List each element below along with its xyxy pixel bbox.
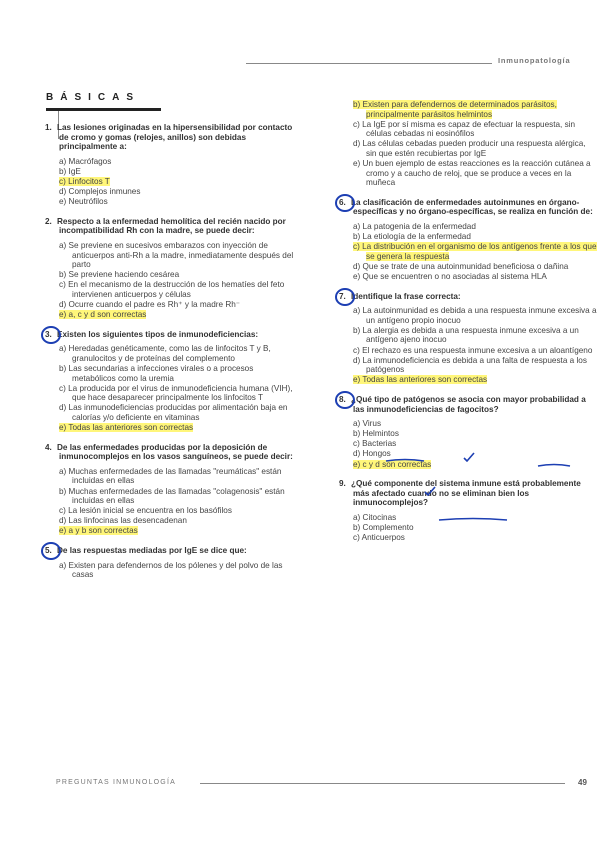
answer-option-text: b) Muchas enfermedades de las llamadas "colagenosis" están incluidas en ellas bbox=[59, 486, 285, 506]
question-number: 4. bbox=[45, 442, 52, 452]
answer-option bbox=[353, 375, 598, 385]
answer-option bbox=[59, 157, 299, 167]
section-rule bbox=[46, 108, 161, 111]
answer-option bbox=[353, 262, 598, 272]
answer-option bbox=[353, 346, 598, 356]
question-text: De las respuestas mediadas por IgE se dice que: bbox=[57, 545, 247, 555]
pen-circle-mark bbox=[41, 542, 61, 560]
question-stem bbox=[45, 545, 299, 556]
underline-mark bbox=[438, 517, 508, 523]
answer-option bbox=[59, 423, 299, 433]
answer-option-text: b) Complemento bbox=[353, 522, 414, 532]
answer-option bbox=[59, 506, 299, 516]
question-text: ¿Qué componente del sistema inmune está probablemente más afectado cuando no se eliminan bien los inmunocomplejos? bbox=[351, 479, 581, 508]
answer-option bbox=[59, 280, 299, 299]
answer-option-text: d) Ocurre cuando el padre es Rh⁺ y la madre Rh⁻ bbox=[59, 300, 241, 309]
answer-option-text: a) Heredadas genéticamente, como las de linfocitos T y B, granulocitos y de proteínas del complemento bbox=[59, 344, 271, 363]
question-3 bbox=[45, 329, 299, 433]
question-stem bbox=[45, 216, 299, 236]
answer-option-text: c) El rechazo es una respuesta inmune excesiva a un aloantígeno bbox=[353, 345, 593, 355]
answer-option bbox=[353, 120, 598, 139]
answer-option-text: c) Linfocitos T bbox=[59, 176, 110, 186]
pen-circle-mark bbox=[335, 194, 355, 212]
answer-option bbox=[59, 467, 299, 486]
answer-option-text: e) Neutrófilos bbox=[59, 197, 108, 207]
question-text: Respecto a la enfermedad hemolítica del recién nacido por incompatibilidad Rh con la madre, se puede decir: bbox=[57, 216, 286, 236]
answer-option-text: e) c y d son correctas bbox=[353, 459, 432, 469]
question-5 bbox=[45, 545, 299, 580]
answer-option bbox=[353, 232, 598, 242]
pen-circle-mark bbox=[335, 391, 355, 409]
answer-option bbox=[353, 523, 598, 533]
question-text: Las lesiones originadas en la hipersensibilidad por contacto de cromo y gomas (relojes, anillos) son debidas principalmente a: bbox=[57, 123, 293, 152]
answer-option bbox=[59, 167, 299, 177]
answer-option bbox=[59, 526, 299, 536]
question-number: 9. bbox=[339, 479, 346, 489]
answer-option-text: c) Bacterias bbox=[353, 439, 397, 449]
answer-option-text: b) Se previene haciendo cesárea bbox=[59, 270, 180, 280]
question-number: 7. bbox=[339, 291, 346, 301]
answer-option bbox=[353, 306, 598, 325]
answer-option-text: a) Existen para defendernos de los pólenes y del polvo de las casas bbox=[59, 560, 283, 580]
answer-option-text: a) Virus bbox=[353, 419, 382, 429]
question-number: 3. bbox=[45, 329, 52, 339]
answer-option-text: a) La patogenia de la enfermedad bbox=[353, 222, 476, 232]
answer-option-text: b) La alergia es debida a una respuesta inmune excesiva a un antígeno ajeno inocuo bbox=[353, 325, 579, 345]
answer-option bbox=[59, 487, 299, 506]
question-5-continued bbox=[353, 100, 598, 188]
question-number: 5. bbox=[45, 545, 52, 555]
answer-option bbox=[59, 344, 299, 363]
question-9 bbox=[339, 479, 598, 543]
question-number: 2. bbox=[45, 216, 52, 226]
answer-option-text: b) Existen para defendernos de determinados parásitos, principalmente parásitos helmintos bbox=[353, 100, 557, 119]
answer-option-text: e) Un buen ejemplo de estas reacciones es la reacción cutánea a cromo y a caucho de reloj, que se produce a veces en la muñeca bbox=[353, 159, 591, 188]
answer-option bbox=[59, 384, 299, 403]
answer-option bbox=[353, 439, 598, 449]
answer-option bbox=[353, 533, 598, 543]
answer-option-text: d) Que se trate de una autoinmunidad beneficiosa o dañina bbox=[353, 261, 569, 271]
question-stem bbox=[45, 442, 299, 462]
answer-option bbox=[59, 197, 299, 207]
answer-option bbox=[353, 326, 598, 345]
answer-option-text: e) a, c y d son correctas bbox=[59, 310, 147, 320]
answer-option bbox=[353, 356, 598, 375]
footer-text: PREGUNTAS INMUNOLOGÍA bbox=[56, 779, 176, 786]
left-column bbox=[45, 123, 299, 590]
answer-option-text: c) La producida por el virus de inmunodeficiencia humana (VIH), que hace desaparecer principalmente los linfocitos T bbox=[59, 383, 293, 403]
question-stem bbox=[45, 123, 299, 152]
answer-option-text: b) La etiología de la enfermedad bbox=[353, 232, 471, 242]
question-number: 8. bbox=[339, 394, 346, 404]
section-title: BÁSICAS bbox=[46, 92, 141, 103]
answer-option bbox=[353, 242, 598, 261]
question-text: Existen los siguientes tipos de inmunodeficiencias: bbox=[57, 329, 259, 339]
answer-option bbox=[59, 310, 299, 320]
question-stem bbox=[339, 394, 598, 414]
header-rule bbox=[246, 63, 492, 64]
answer-option bbox=[353, 222, 598, 232]
question-2 bbox=[45, 216, 299, 320]
answer-option-text: a) Citocinas bbox=[353, 512, 397, 522]
question-7 bbox=[339, 291, 598, 385]
answer-option bbox=[59, 300, 299, 310]
answer-option bbox=[59, 403, 299, 422]
question-number: 6. bbox=[339, 197, 346, 207]
answer-option bbox=[59, 516, 299, 526]
question-stem bbox=[339, 197, 598, 217]
page-number: 49 bbox=[578, 778, 587, 787]
answer-option-text: a) Muchas enfermedades de las llamadas "reumáticas" están incluidas en ellas bbox=[59, 466, 282, 486]
answer-option bbox=[353, 272, 598, 282]
answer-option bbox=[353, 159, 598, 188]
pen-circle-mark bbox=[41, 326, 61, 344]
answer-option-text: e) Todas las anteriores son correctas bbox=[353, 375, 488, 385]
pen-circle-mark bbox=[335, 288, 355, 306]
answer-option bbox=[59, 177, 299, 187]
question-stem bbox=[339, 291, 598, 302]
answer-option-text: d) La inmunodeficiencia es debida a una falta de respuesta a los patógenos bbox=[353, 355, 587, 375]
answer-option-text: a) Macrófagos bbox=[59, 156, 112, 166]
answer-option bbox=[59, 270, 299, 280]
answer-option-text: a) La autoinmunidad es debida a una respuesta inmune excesiva a un antígeno propio inocuo bbox=[353, 306, 597, 325]
answer-option bbox=[59, 241, 299, 270]
answer-option bbox=[59, 561, 299, 580]
answer-option-text: e) Todas las anteriores son correctas bbox=[59, 423, 194, 433]
running-header: Inmunopatología bbox=[498, 56, 571, 65]
question-stem bbox=[45, 329, 299, 340]
question-number: 1. bbox=[45, 123, 52, 132]
footer-rule bbox=[200, 783, 565, 784]
answer-option bbox=[59, 187, 299, 197]
answer-option-text: c) La distribución en el organismo de los antígenos frente a los que se genera la respuesta bbox=[353, 242, 597, 261]
answer-option-text: a) Se previene en sucesivos embarazos con inyección de anticuerpos anti-Rh a la madre, inmediatamente después del parto bbox=[59, 240, 294, 270]
question-4 bbox=[45, 442, 299, 536]
answer-option-text: e) a y b son correctas bbox=[59, 526, 138, 536]
question-text: La clasificación de enfermedades autoinmunes en órgano-específicas y no órgano-específicas, se realiza en función de: bbox=[351, 197, 593, 217]
question-text: De las enfermedades producidas por la deposición de inmunocomplejos en los vasos sanguíneos, se puede decir: bbox=[57, 442, 293, 462]
underline-mark bbox=[385, 458, 425, 464]
answer-option-text: c) La IgE por sí misma es capaz de efectuar la respuesta, sin células cebadas ni eosinófilos bbox=[353, 119, 576, 139]
question-text: ¿Qué tipo de patógenos se asocia con mayor probabilidad a las inmunodeficiencias de fagocitos? bbox=[351, 394, 586, 414]
answer-option-text: c) La lesión inicial se encuentra en los basófilos bbox=[59, 506, 232, 516]
answer-option bbox=[353, 100, 598, 119]
answer-option-text: b) IgE bbox=[59, 166, 81, 176]
answer-option bbox=[353, 429, 598, 439]
answer-option bbox=[353, 139, 598, 158]
answer-option-text: d) Hongos bbox=[353, 449, 391, 459]
answer-option-text: c) Anticuerpos bbox=[353, 533, 405, 543]
checkmark-icon bbox=[424, 486, 436, 496]
answer-option bbox=[59, 364, 299, 383]
question-text: Identifique la frase correcta: bbox=[351, 291, 461, 301]
question-stem bbox=[339, 479, 598, 508]
answer-option-text: b) Las secundarias a infecciones virales o a procesos metabólicos como la uremia bbox=[59, 363, 254, 383]
answer-option-text: d) Las células cebadas pueden producir una respuesta alérgica, sin que estén recubiertas por IgE bbox=[353, 139, 586, 158]
underline-mark bbox=[537, 463, 571, 469]
answer-option-text: d) Las inmunodeficiencias producidas por alimentación baja en calorías y/o deficiente en vitaminas bbox=[59, 403, 288, 422]
checkmark-icon bbox=[463, 452, 475, 462]
answer-option-text: b) Helmintos bbox=[353, 429, 399, 439]
right-column bbox=[339, 100, 598, 553]
question-6 bbox=[339, 197, 598, 282]
question-1 bbox=[45, 123, 299, 207]
answer-option-text: d) Las linfocinas las desencadenan bbox=[59, 516, 187, 526]
answer-option-text: c) En el mecanismo de la destrucción de los hematíes del feto intervienen anticuerpos y células bbox=[59, 280, 285, 299]
answer-option bbox=[353, 419, 598, 429]
answer-option-text: e) Que se encuentren o no asociadas al sistema HLA bbox=[353, 272, 547, 281]
answer-option-text: d) Complejos inmunes bbox=[59, 187, 141, 197]
